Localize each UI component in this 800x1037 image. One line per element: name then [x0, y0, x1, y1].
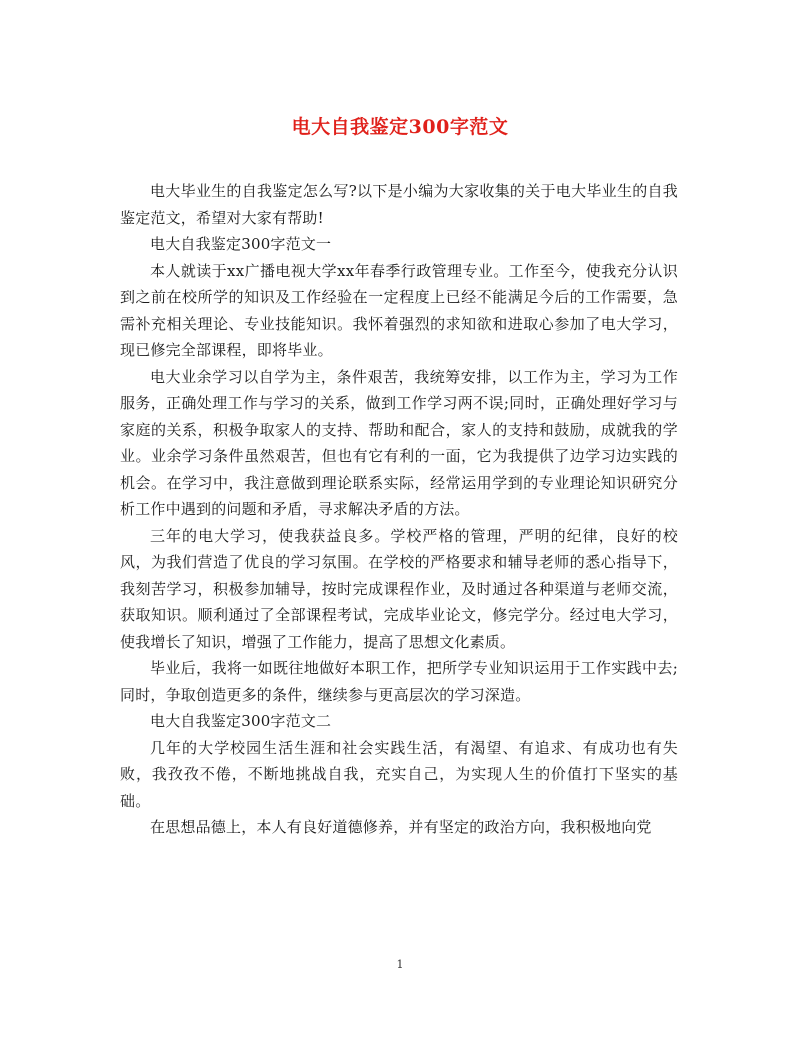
paragraph: 三年的电大学习，使我获益良多。学校严格的管理，严明的纪律，良好的校风，为我们营造了优良的学习氛围。在学校的严格要求和辅导老师的悉心指导下，我刻苦学习，积极参加辅导，按时完成课程作业，及时通过各种渠道与老师交流，获取知识。顺利通过了全部课程考试，完成毕业论文，修完学分。经过电大学习，使我增长了知识，增强了工作能力，提高了思想文化素质。 — [120, 526, 678, 651]
page-number: 1 — [396, 958, 404, 971]
document-title: 电大自我鉴定300字范文 — [291, 116, 509, 138]
section-heading-2: 电大自我鉴定300字范文二 — [150, 712, 332, 730]
document-body — [120, 178, 678, 841]
paragraph: 毕业后，我将一如既往地做好本职工作，把所学专业知识运用于工作实践中去;同时，争取创造更多的条件，继续参与更高层次的学习深造。 — [120, 659, 678, 704]
paragraph: 本人就读于xx广播电视大学xx年春季行政管理专业。工作至今，使我充分认识到之前在校所学的知识及工作经验在一定程度上已经不能满足今后的工作需要，急需补充相关理论、专业技能知识。我怀着强烈的求知欲和进取心参加了电大学习，现已修完全部课程，即将毕业。 — [120, 261, 678, 359]
section-heading-1: 电大自我鉴定300字范文一 — [150, 235, 332, 253]
paragraph-intro: 电大毕业生的自我鉴定怎么写?以下是小编为大家收集的关于电大毕业生的自我鉴定范文，希望对大家有帮助! — [120, 182, 678, 227]
paragraph: 几年的大学校园生活生涯和社会实践生活，有渴望、有追求、有成功也有失败，我孜孜不倦，不断地挑战自我，充实自己，为实现人生的价值打下坚实的基础。 — [120, 738, 678, 810]
paragraph: 在思想品德上，本人有良好道德修养，并有坚定的政治方向，我积极地向党 — [150, 818, 652, 836]
paragraph: 电大业余学习以自学为主，条件艰苦，我统筹安排，以工作为主，学习为工作服务，正确处理工作与学习的关系，做到工作学习两不误;同时，正确处理好学习与家庭的关系，积极争取家人的支持、帮助和配合，家人的支持和鼓励，成就我的学业。业余学习条件虽然艰苦，但也有它有利的一面，它为我提供了边学习边实践的机会。在学习中，我注意做到理论联系实际，经常运用学到的专业理论知识研究分析工作中遇到的问题和矛盾，寻求解决矛盾的方法。 — [120, 367, 678, 518]
